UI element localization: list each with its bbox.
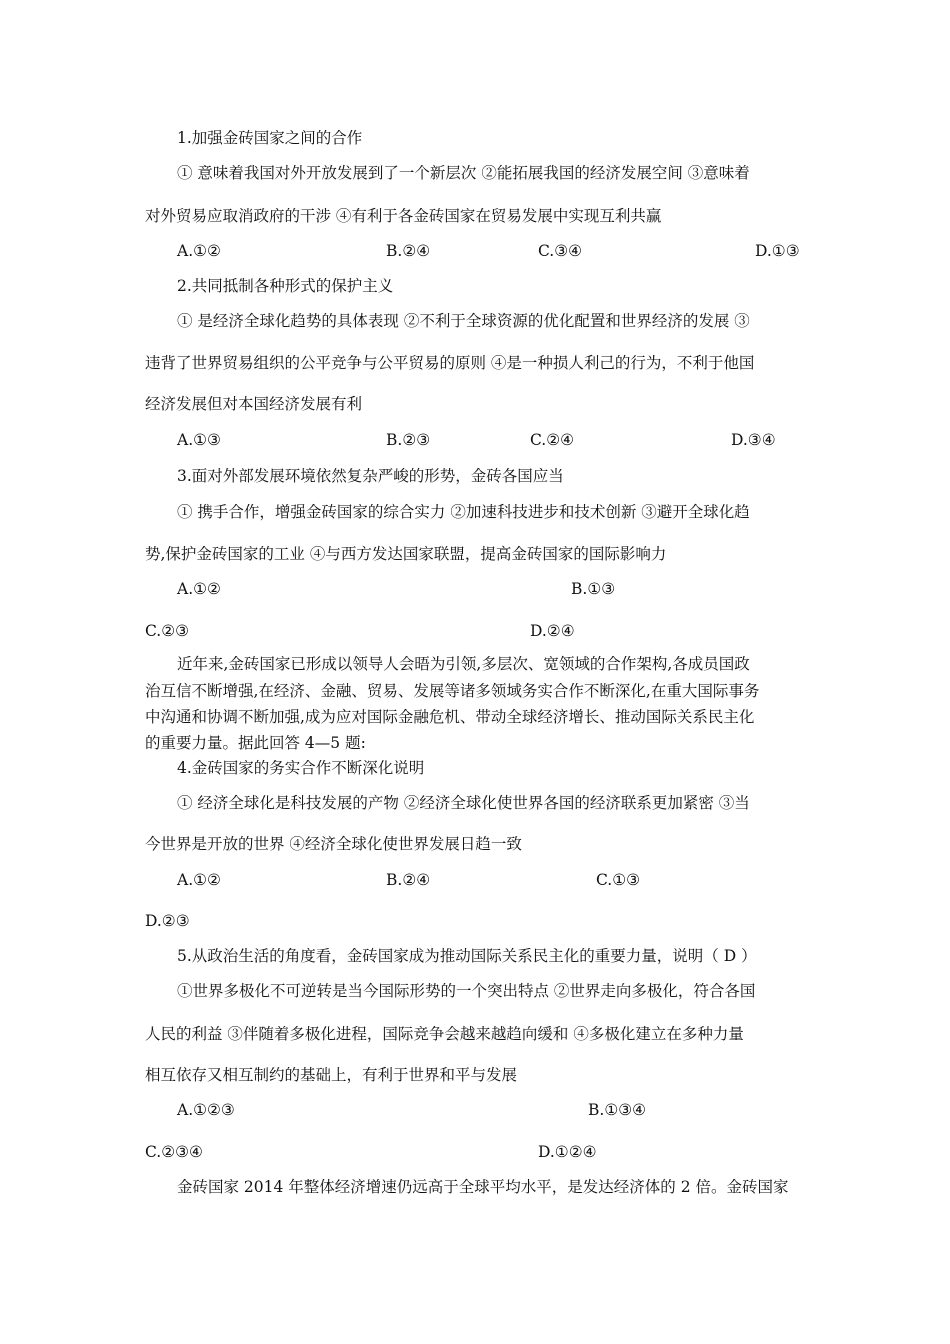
q4-options-line-2: 今世界是开放的世界 ④经济全球化使世界发展日趋一致: [145, 835, 522, 853]
q1-options-line-1: ① 意味着我国对外开放发展到了一个新层次 ②能拓展我国的经济发展空间 ③意味着: [177, 164, 750, 182]
q5-choice-c: C.②③④: [145, 1143, 203, 1161]
q3-choice-b: B.①③: [571, 580, 616, 598]
passage-line-1: 近年来,金砖国家已形成以领导人会晤为引领,多层次、宽领域的合作架构,各成员国政: [177, 655, 750, 673]
q2-choice-c: C.②④: [530, 431, 575, 449]
q4-choice-d: D.②③: [145, 912, 190, 930]
q4-choice-b: B.②④: [386, 871, 431, 889]
q5-choice-a: A.①②③: [177, 1101, 235, 1119]
tail-paragraph-line-1: 金砖国家 2014 年整体经济增速仍远高于全球平均水平，是发达经济体的 2 倍。金砖国家: [177, 1178, 789, 1196]
q1-choice-a: A.①②: [177, 242, 221, 260]
q4-stem: 4.金砖国家的务实合作不断深化说明: [177, 759, 425, 777]
q2-choice-b: B.②③: [386, 431, 431, 449]
q4-choice-a: A.①②: [177, 871, 221, 889]
passage-line-4: 的重要力量。据此回答 4—5 题:: [145, 734, 366, 752]
q2-options-line-3: 经济发展但对本国经济发展有利: [145, 395, 363, 413]
q2-choice-d: D.③④: [731, 431, 776, 449]
q5-options-line-2: 人民的利益 ③伴随着多极化进程，国际竞争会越来越趋向缓和 ④多极化建立在多种力量: [145, 1025, 744, 1043]
q1-choice-b: B.②④: [386, 242, 431, 260]
q3-stem: 3.面对外部发展环境依然复杂严峻的形势，金砖各国应当: [177, 467, 564, 485]
q5-options-line-1: ①世界多极化不可逆转是当今国际形势的一个突出特点 ②世界走向多极化，符合各国: [177, 982, 756, 1000]
q2-stem: 2.共同抵制各种形式的保护主义: [177, 277, 394, 295]
q3-choice-c: C.②③: [145, 622, 190, 640]
q1-options-line-2: 对外贸易应取消政府的干涉 ④有利于各金砖国家在贸易发展中实现互利共赢: [145, 207, 662, 225]
q2-options-line-1: ① 是经济全球化趋势的具体表现 ②不利于全球资源的优化配置和世界经济的发展 ③: [177, 312, 750, 330]
q5-choice-b: B.①③④: [588, 1101, 647, 1119]
passage-line-2: 治互信不断增强,在经济、金融、贸易、发展等诸多领域务实合作不断深化,在重大国际事务: [145, 682, 760, 700]
q3-choice-d: D.②④: [530, 622, 575, 640]
q3-choice-a: A.①②: [177, 580, 221, 598]
q5-options-line-3: 相互依存又相互制约的基础上，有利于世界和平与发展: [145, 1066, 518, 1084]
q3-options-line-2: 势,保护金砖国家的工业 ④与西方发达国家联盟，提高金砖国家的国际影响力: [145, 545, 667, 563]
passage-line-3: 中沟通和协调不断加强,成为应对国际金融危机、带动全球经济增长、推动国际关系民主化: [145, 708, 755, 726]
q1-stem: 1.加强金砖国家之间的合作: [177, 129, 363, 147]
q3-options-line-1: ① 携手合作，增强金砖国家的综合实力 ②加速科技进步和技术创新 ③避开全球化趋: [177, 503, 750, 521]
q2-options-line-2: 违背了世界贸易组织的公平竞争与公平贸易的原则 ④是一种损人利己的行为，不利于他国: [145, 354, 755, 372]
q5-choice-d: D.①②④: [538, 1143, 597, 1161]
q4-options-line-1: ① 经济全球化是科技发展的产物 ②经济全球化使世界各国的经济联系更加紧密 ③当: [177, 794, 750, 812]
q1-choice-d: D.①③: [755, 242, 800, 260]
q5-stem: 5.从政治生活的角度看，金砖国家成为推动国际关系民主化的重要力量，说明（ D ）: [177, 947, 757, 965]
q1-choice-c: C.③④: [538, 242, 583, 260]
q2-choice-a: A.①③: [177, 431, 221, 449]
q4-choice-c: C.①③: [596, 871, 641, 889]
